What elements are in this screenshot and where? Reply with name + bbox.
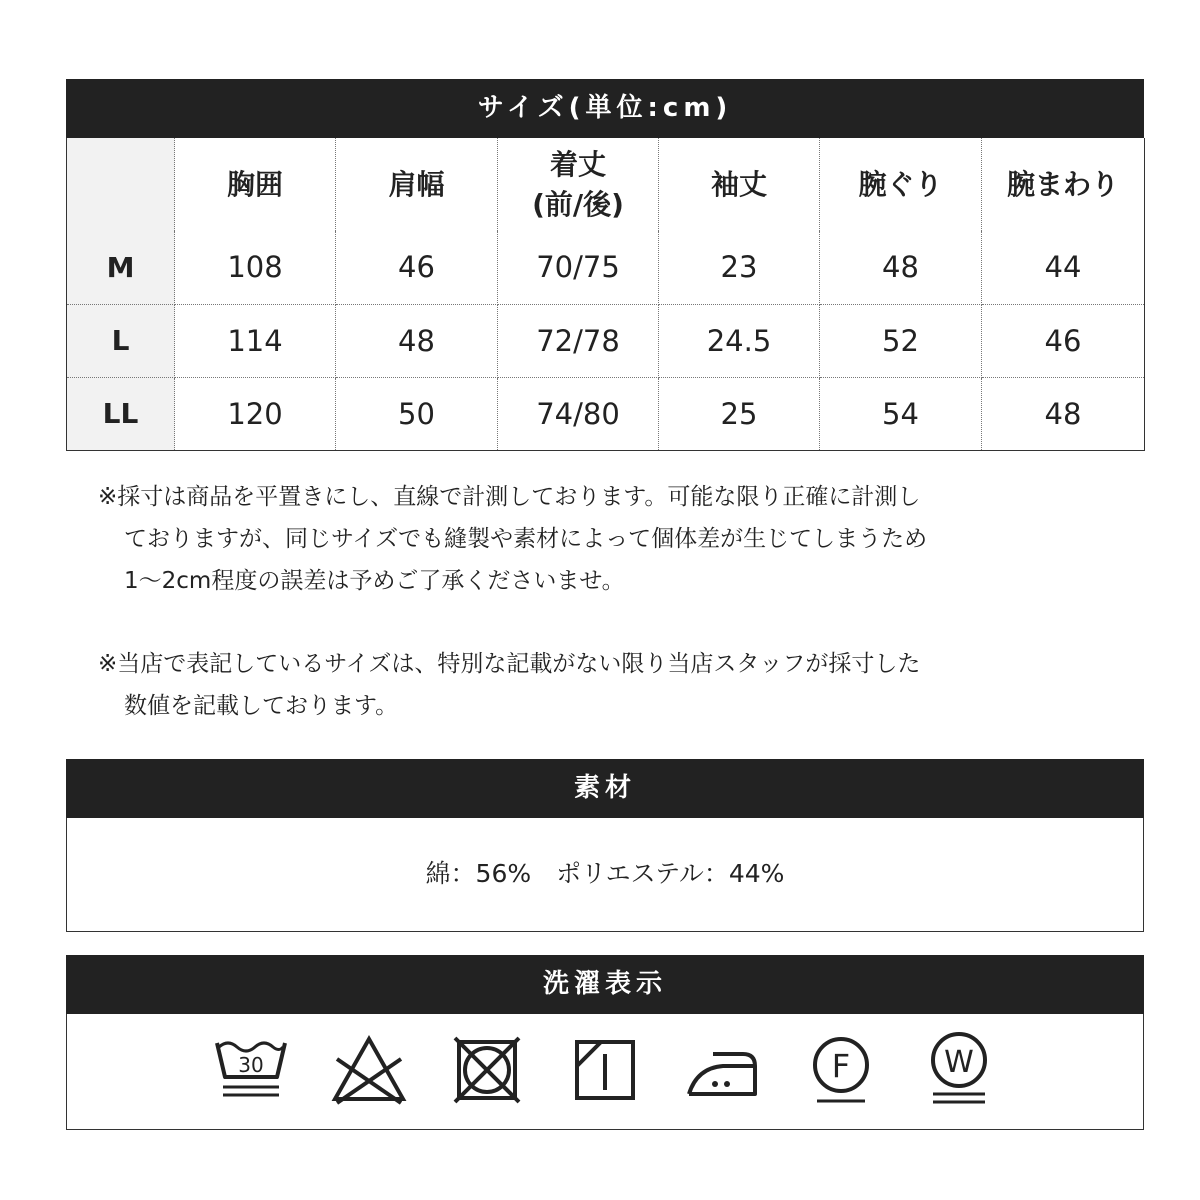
- size-label: LL: [67, 377, 175, 450]
- drip-dry-shade-icon: [546, 1030, 664, 1110]
- material-section-title: 素材: [573, 773, 636, 803]
- iron-medium-icon: [664, 1030, 782, 1110]
- size-label: M: [67, 231, 175, 304]
- note-line: ※採寸は商品を平置きにし、直線で計測しております。可能な限り正確に計測し: [98, 484, 921, 510]
- cell-length: 74/80: [498, 377, 659, 450]
- table-row: [67, 304, 1145, 377]
- size-source-note: [98, 643, 1058, 727]
- care-box: [66, 1014, 1144, 1130]
- dry-clean-letter: F: [831, 1047, 851, 1085]
- cell-length: 70/75: [498, 231, 659, 304]
- wet-clean-gentle-icon: [900, 1030, 1018, 1110]
- cell-armhole: 54: [820, 377, 982, 450]
- cell-sleeve: 25: [659, 377, 820, 450]
- size-label: L: [67, 304, 175, 377]
- table-row: [67, 377, 1145, 450]
- cell-chest: 114: [175, 304, 336, 377]
- header-corner-cell: [67, 138, 175, 231]
- header-length-line2: (前/後): [532, 187, 624, 221]
- header-length: [498, 138, 659, 231]
- wash-temperature-label: 30: [238, 1053, 264, 1077]
- cell-sleeve: 24.5: [659, 304, 820, 377]
- material-composition: 綿：56% ポリエステル：44%: [425, 859, 785, 888]
- no-tumble-dry-icon: [428, 1030, 546, 1110]
- note-line: ておりますが、同じサイズでも縫製や素材によって個体差が生じてしまうため: [124, 526, 928, 552]
- measurement-note: [98, 476, 1058, 602]
- wash-30-gentle-icon: [192, 1030, 310, 1110]
- header-armhole: 腕ぐり: [820, 138, 982, 231]
- size-section-title: サイズ(単位:cm): [477, 93, 733, 123]
- size-section-header: [66, 79, 1144, 138]
- note-line: 1〜2cm程度の誤差は予めご了承くださいませ。: [124, 568, 625, 594]
- cell-length: 72/78: [498, 304, 659, 377]
- size-table: [66, 138, 1145, 451]
- table-header-row: [67, 138, 1145, 231]
- cell-armhole: 48: [820, 231, 982, 304]
- cell-arm-circumference: 46: [982, 304, 1145, 377]
- header-arm-circumference: 腕まわり: [1006, 167, 1119, 201]
- care-icons: [67, 1014, 1143, 1126]
- wet-clean-letter: W: [944, 1045, 974, 1080]
- cell-arm-circumference: 48: [1044, 396, 1082, 431]
- material-section-header: [66, 759, 1144, 818]
- cell-chest: 120: [175, 377, 336, 450]
- header-sleeve: 袖丈: [659, 138, 820, 231]
- care-section-title: 洗濯表示: [542, 969, 667, 999]
- note-line: 数値を記載しております。: [124, 693, 399, 719]
- cell-shoulder: 46: [336, 231, 498, 304]
- header-length-line1: 着丈: [549, 147, 606, 181]
- table-row: [67, 231, 1145, 304]
- header-chest: 胸囲: [175, 138, 336, 231]
- cell-shoulder: 48: [336, 304, 498, 377]
- material-box: [66, 818, 1144, 932]
- no-bleach-icon: [310, 1030, 428, 1110]
- dry-clean-f-icon: [782, 1030, 900, 1110]
- care-section-header: [66, 955, 1144, 1014]
- cell-armhole: 52: [820, 304, 982, 377]
- cell-shoulder: 50: [336, 377, 498, 450]
- header-shoulder: 肩幅: [336, 138, 498, 231]
- cell-sleeve: 23: [659, 231, 820, 304]
- cell-arm-circumference: 44: [982, 231, 1145, 304]
- note-line: ※当店で表記しているサイズは、特別な記載がない限り当店スタッフが採寸した: [98, 651, 921, 677]
- cell-chest: 108: [175, 231, 336, 304]
